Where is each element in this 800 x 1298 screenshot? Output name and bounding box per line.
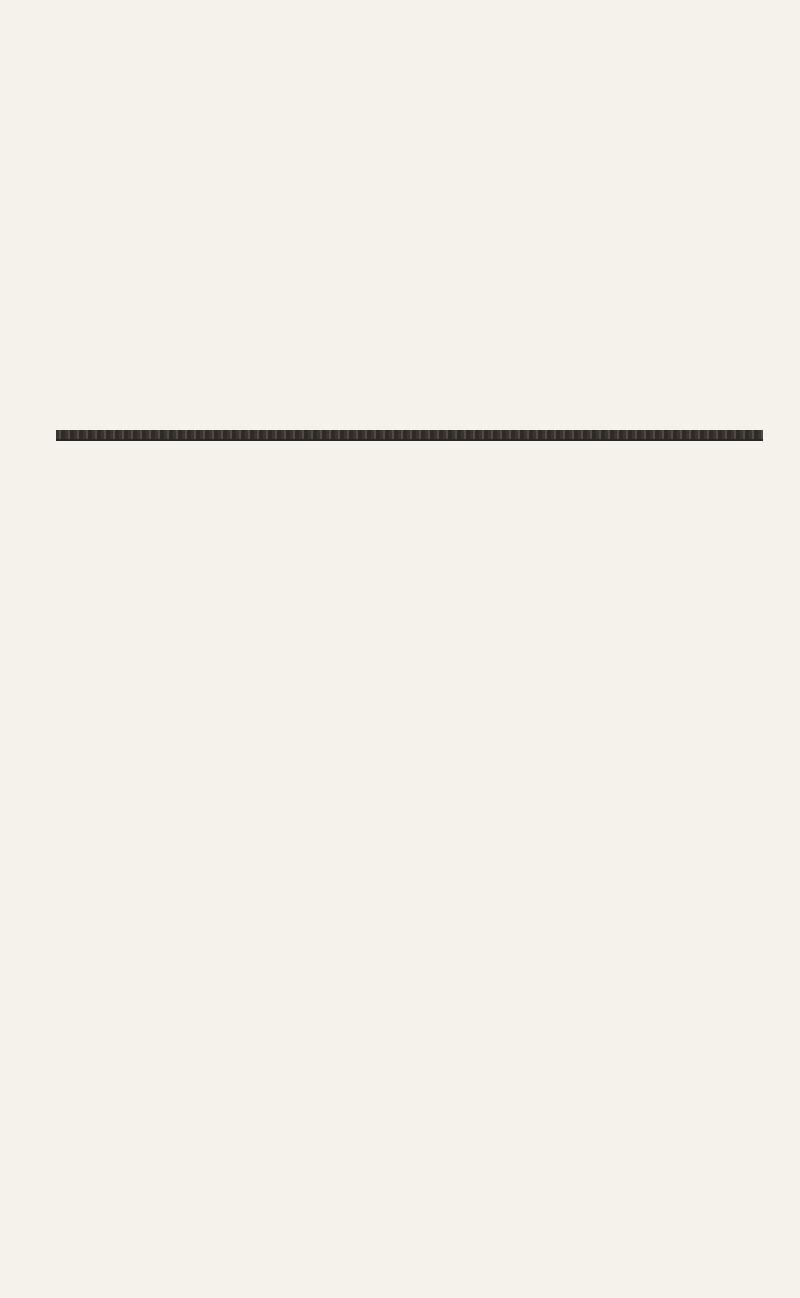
plate-heading: [0, 464, 800, 508]
ornamental-divider: [56, 430, 763, 441]
